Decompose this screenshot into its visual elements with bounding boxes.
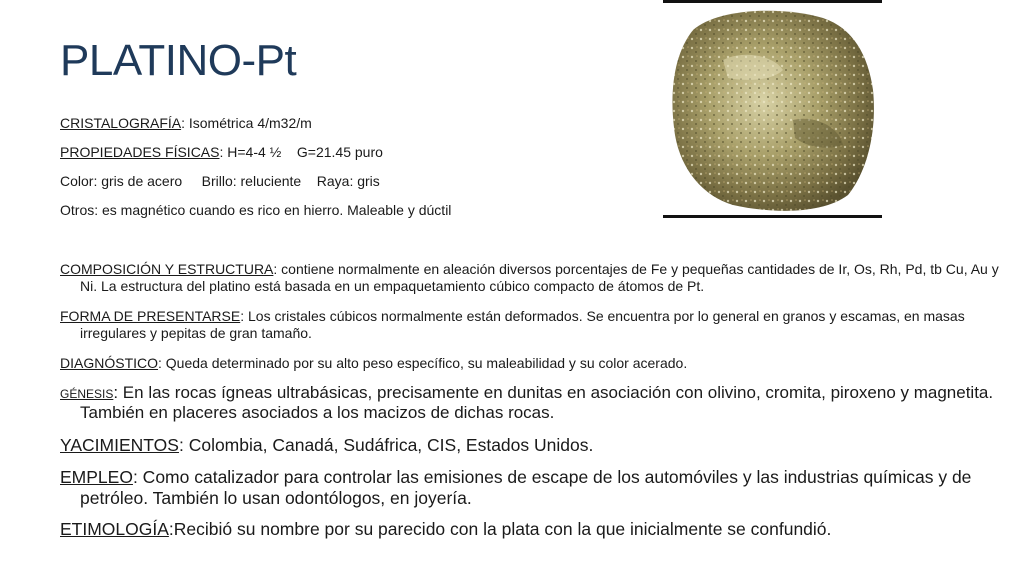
label-cristalografia: CRISTALOGRAFÍA — [60, 115, 182, 131]
label-empleo: EMPLEO — [60, 467, 133, 487]
line-color: Color: gris de acero Brillo: reluciente Raya: gris — [60, 173, 380, 189]
page-title: PLATINO-Pt — [60, 36, 297, 85]
label-yacimientos: YACIMIENTOS — [60, 435, 179, 455]
line-forma — [60, 308, 1010, 342]
label-forma: FORMA DE PRESENTARSE — [60, 308, 241, 324]
line-etimologia — [60, 519, 990, 540]
label-etimologia: ETIMOLOGÍA — [60, 519, 169, 539]
text-etimologia: :Recibió su nombre por su parecido con la plata con la que inicialmente se confundió. — [168, 519, 832, 539]
line-diagnostico — [60, 355, 990, 372]
text-propiedades: : H=4-4 ½ G=21.45 puro — [219, 144, 383, 160]
text-cristalografia: : Isométrica 4/m32/m — [181, 115, 312, 131]
text-composicion: : contiene normalmente en aleación diversos porcentajes de Fe y pequeñas cantidades de Ir, Os, Rh, Pd, tb Cu, Au y Ni. La estructura del platino está basada en un empaquetamiento cúbico compacto de átomos de Pt. — [80, 261, 999, 294]
line-yacimientos — [60, 435, 990, 456]
line-genesis — [60, 383, 1010, 424]
text-genesis: : En las rocas ígneas ultrabásicas, precisamente en dunitas en asociación con olivino, cromita, piroxeno y magnetita. También en placeres asociados a los macizos de dichas rocas. — [80, 383, 994, 423]
label-propiedades: PROPIEDADES FÍSICAS — [60, 144, 220, 160]
text-yacimientos: : Colombia, Canadá, Sudáfrica, CIS, Estados Unidos. — [178, 435, 594, 455]
text-diagnostico: : Queda determinado por su alto peso específico, su maleabilidad y su color acerado. — [158, 355, 688, 371]
line-propiedades — [60, 144, 990, 161]
line-otros: Otros: es magnético cuando es rico en hierro. Maleable y dúctil — [60, 202, 452, 218]
label-genesis: GÉNESIS — [60, 387, 114, 401]
line-composicion — [60, 261, 1010, 295]
text-empleo: : Como catalizador para controlar las emisiones de escape de los automóviles y las industrias químicas y de petróleo. También lo usan odontólogos, en joyería. — [80, 467, 972, 508]
label-diagnostico: DIAGNÓSTICO — [60, 355, 159, 371]
line-cristalografia — [60, 115, 990, 132]
text-forma: : Los cristales cúbicos normalmente están deformados. Se encuentra por lo general en granos y escamas, en masas irregulares y pepitas de gran tamaño. — [80, 308, 965, 341]
line-empleo — [60, 467, 1010, 509]
label-composicion: COMPOSICIÓN Y ESTRUCTURA — [60, 261, 274, 277]
